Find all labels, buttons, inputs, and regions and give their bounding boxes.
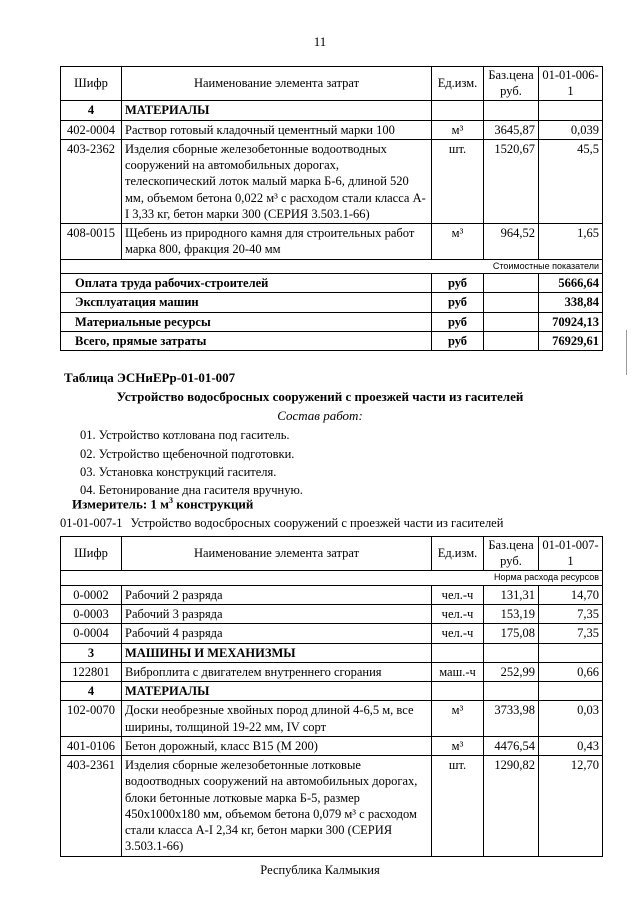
table-row: [61, 756, 603, 857]
resource-unit: м³: [432, 224, 484, 260]
resource-unit: маш.-ч: [432, 662, 484, 681]
footer-region: Республика Калмыкия: [260, 863, 380, 877]
header-code: Шифр: [61, 67, 122, 101]
resource-name: Раствор готовый кладочный цементный марки 100: [122, 120, 432, 139]
resource-price: 1520,67: [484, 139, 539, 223]
header-price: Баз.цена руб.: [484, 67, 539, 101]
section-number: 3: [61, 643, 122, 662]
meter-label: Измеритель: 1 м: [72, 496, 170, 512]
resource-unit: м³: [432, 701, 484, 737]
resource-unit: чел.-ч: [432, 585, 484, 604]
resource-unit: м³: [432, 736, 484, 755]
table-row: [61, 624, 603, 643]
resource-price: 175,08: [484, 624, 539, 643]
resource-price: 964,52: [484, 224, 539, 260]
resource-unit: чел.-ч: [432, 605, 484, 624]
table-row: [61, 120, 603, 139]
summary-row: [61, 274, 603, 293]
summary-label: Всего, прямые затраты: [61, 331, 432, 350]
header-name: Наименование элемента затрат: [122, 67, 432, 101]
work-item: 01. Устройство котлована под гаситель.: [80, 428, 290, 442]
table-code: Таблица ЭСНиЕРр-01-01-007: [64, 370, 236, 385]
header-unit: Ед.изм.: [432, 67, 484, 101]
subheader-label: Стоимостные показатели: [61, 259, 603, 274]
summary-unit: руб: [432, 312, 484, 331]
table-row: [61, 585, 603, 604]
resource-price: 252,99: [484, 662, 539, 681]
table-title: Устройство водосбросных сооружений с проезжей части из гасителей: [116, 389, 524, 404]
resource-code: 401-0106: [61, 736, 122, 755]
summary-value: 70924,13: [539, 312, 603, 331]
resource-name: Рабочий 3 разряда: [122, 605, 432, 624]
summary-unit: руб: [432, 331, 484, 350]
resource-price: 1290,82: [484, 756, 539, 857]
resource-name: Щебень из природного камня для строительных работ марка 800, фракция 20-40 мм: [122, 224, 432, 260]
page-number: 11: [313, 34, 327, 49]
header-rate: 01-01-006-1: [539, 67, 603, 101]
resource-unit: м³: [432, 120, 484, 139]
resource-code: 403-2361: [61, 756, 122, 857]
resource-name: Доски необрезные хвойных пород длиной 4-6,5 м, все ширины, толщиной 19-22 мм, IV сорт: [122, 701, 432, 737]
resource-price: 3645,87: [484, 120, 539, 139]
resource-code: 122801: [61, 662, 122, 681]
summary-value: 338,84: [539, 293, 603, 312]
table-row: [61, 605, 603, 624]
section-number: 4: [61, 101, 122, 120]
resource-name: Изделия сборные железобетонные водоотводных сооружений на автомобильных дорогах, телескопический лоток малый марка Б-6, длиной 520 мм, объемом бетона 0,022 м³ с расходом стали класса А-I 3,33 кг, бетон марки 300 (СЕРИЯ 3.503.1-66): [122, 139, 432, 223]
resource-qty: 0,03: [539, 701, 603, 737]
table-row: [61, 662, 603, 681]
summary-label: Материальные ресурсы: [61, 312, 432, 331]
summary-label: Оплата труда рабочих-строителей: [61, 274, 432, 293]
resource-qty: 45,5: [539, 139, 603, 223]
resource-qty: 12,70: [539, 756, 603, 857]
resource-name: Изделия сборные железобетонные лотковые водоотводных сооружений на автомобильных дорогах, блоки бетонные лотковые марка Б-5, размер 450х1000х180 мм, объемом бетона 0,079 м³ с расходом стали класса А-I 2,34 кг, бетон марки 300 (СЕРИЯ 3.503.1-66): [122, 756, 432, 857]
cost-table-006: [60, 66, 603, 351]
cost-table-007: [60, 536, 603, 857]
summary-label: Эксплуатация машин: [61, 293, 432, 312]
section-title: МАШИНЫ И МЕХАНИЗМЫ: [122, 643, 432, 662]
resource-qty: 1,65: [539, 224, 603, 260]
work-item: 03. Установка конструкций гасителя.: [80, 465, 277, 479]
resource-unit: шт.: [432, 756, 484, 857]
section-row: [61, 643, 603, 662]
resource-unit: шт.: [432, 139, 484, 223]
subheader-row: [61, 259, 603, 274]
summary-value: 5666,64: [539, 274, 603, 293]
resource-code: 0-0002: [61, 585, 122, 604]
rate-line: [60, 515, 503, 531]
header-name: Наименование элемента затрат: [122, 537, 432, 571]
resource-qty: 0,66: [539, 662, 603, 681]
resource-price: 3733,98: [484, 701, 539, 737]
table-row: [61, 736, 603, 755]
summary-unit: руб: [432, 293, 484, 312]
summary-row: [61, 331, 603, 350]
meter: [72, 496, 253, 513]
resource-price: 131,31: [484, 585, 539, 604]
resource-code: 402-0004: [61, 120, 122, 139]
section-number: 4: [61, 682, 122, 701]
work-item: 04. Бетонирование дна гасителя вручную.: [80, 483, 303, 497]
rate-code: 01-01-007-1: [60, 516, 123, 530]
work-item: 02. Устройство щебеночной подготовки.: [80, 447, 295, 461]
header-code: Шифр: [61, 537, 122, 571]
resource-code: 408-0015: [61, 224, 122, 260]
resource-unit: чел.-ч: [432, 624, 484, 643]
header-rate: 01-01-007-1: [539, 537, 603, 571]
resource-name: Виброплита с двигателем внутреннего сгорания: [122, 662, 432, 681]
resource-code: 102-0070: [61, 701, 122, 737]
resource-qty: 0,43: [539, 736, 603, 755]
resource-code: 0-0003: [61, 605, 122, 624]
section-title: МАТЕРИАЛЫ: [122, 682, 432, 701]
resource-name: Рабочий 2 разряда: [122, 585, 432, 604]
resource-qty: 7,35: [539, 605, 603, 624]
summary-row: [61, 312, 603, 331]
table-row: [61, 701, 603, 737]
resource-qty: 0,039: [539, 120, 603, 139]
resource-qty: 7,35: [539, 624, 603, 643]
table-row: [61, 224, 603, 260]
works-title: Состав работ:: [277, 408, 363, 423]
resource-name: Бетон дорожный, класс В15 (М 200): [122, 736, 432, 755]
meter-sup: 3: [169, 496, 174, 505]
section-row: [61, 682, 603, 701]
section-title: МАТЕРИАЛЫ: [122, 101, 432, 120]
table-row: [61, 139, 603, 223]
resource-price: 153,19: [484, 605, 539, 624]
resource-qty: 14,70: [539, 585, 603, 604]
resource-price: 4476,54: [484, 736, 539, 755]
summary-value: 76929,61: [539, 331, 603, 350]
margin-line: [626, 330, 631, 375]
header-unit: Ед.изм.: [432, 537, 484, 571]
resource-code: 0-0004: [61, 624, 122, 643]
resource-code: 403-2362: [61, 139, 122, 223]
header-price: Баз.цена руб.: [484, 537, 539, 571]
summary-unit: руб: [432, 274, 484, 293]
summary-row: [61, 293, 603, 312]
rate-name: Устройство водосбросных сооружений с проезжей части из гасителей: [130, 516, 504, 530]
subheader-row: [61, 571, 603, 586]
subheader-label: Норма расхода ресурсов: [61, 571, 603, 586]
section-row: [61, 101, 603, 120]
resource-name: Рабочий 4 разряда: [122, 624, 432, 643]
meter-rest: конструкций: [173, 496, 254, 512]
